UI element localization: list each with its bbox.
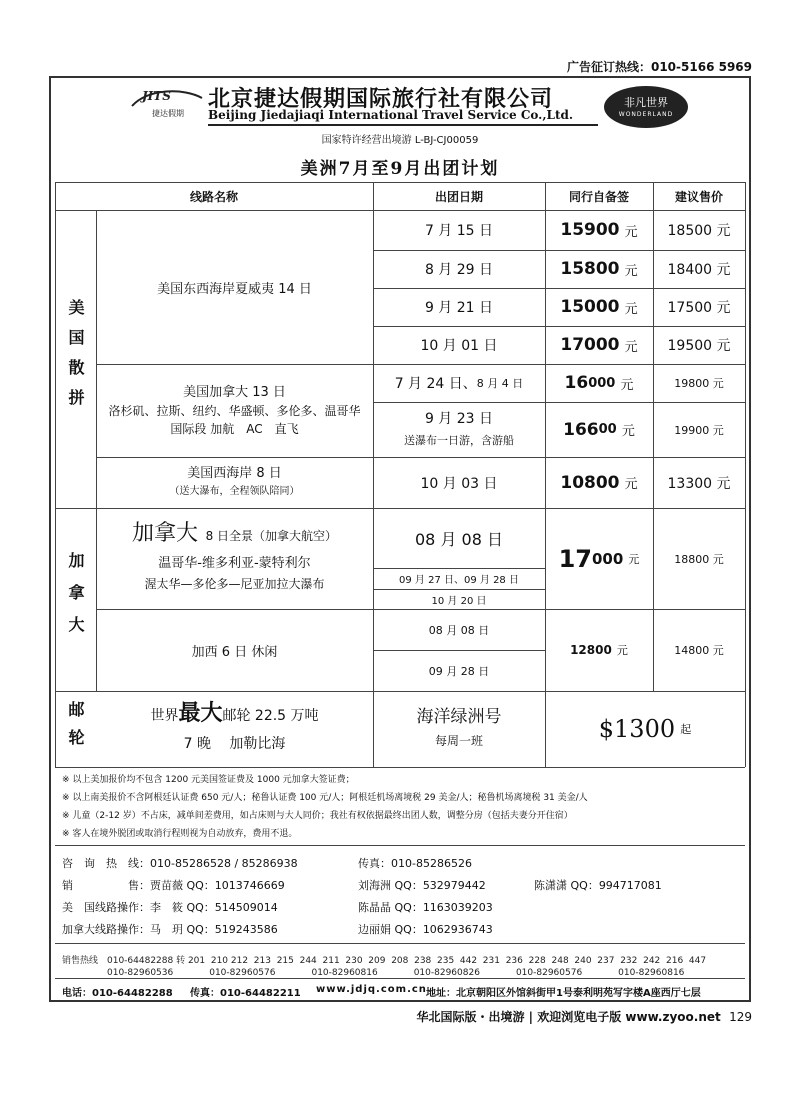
header-peer-price: 同行自备签 [568,189,629,204]
note-line: ※ 以上南美报价不含阿根廷认证费 650 元/人；秘鲁认证费 100 元/人；阿根廷机场离境税 29 美金/人；秘鲁机场离境税 31 美金/人 [62,793,588,803]
company-logo [128,86,204,122]
peer-price-minor: 000 [592,549,624,568]
logo-text: JITS [142,89,171,103]
price-unit: 元 [624,339,638,355]
peer-price: 15900 [560,220,620,240]
cruise-ship: 海洋绿洲号 [416,707,502,727]
browse-label[interactable]: 欢迎浏览电子版 www.zyoo.net [537,1010,721,1024]
peer-price-cell [545,609,653,691]
section-usa: 美国散拼 [66,299,85,419]
suggest-price: 17500 元 [667,300,731,316]
date-cell: 09 月 27 日、09 月 28 日 [399,575,519,586]
price-unit: 元 [624,263,638,279]
logo-swoosh-icon [128,86,204,122]
peer-price-cell [545,508,653,609]
peer-price-cell [545,457,653,508]
sales-hotline-line1: 销售热线 010-64482288 转 201 210 212 213 215 244 211 230 209 208 238 235 442 231 236 228 248 240 237 232 242 216 447 [62,956,707,966]
note-line: ※ 儿童（2-12 岁）不占床，减单间差费用，如占床则与大人同价；我社有权依据最终出团人数，调整分房（包括夫妻分开住宿） [62,811,573,821]
peer-price-major: 17 [558,544,592,573]
contacts-bottom-line [55,943,745,944]
cruise-line2: 7 晚 加勒比海 [183,736,286,752]
peer-price-cell [545,288,653,326]
wonderland-en: WONDERLAND [618,111,674,118]
route-cities: 温哥华-维多利亚-蒙特利尔 [158,555,311,571]
route-cities: 洛杉矶、拉斯、纽约、华盛顿、多伦多、温哥华 [108,403,361,418]
suggest-price: 18400 元 [667,262,731,278]
route-title: 美国西海岸 8 日 [187,465,282,481]
page-info [416,1008,752,1025]
cruise-price-suffix: 起 [680,723,692,736]
table-right-border [745,182,746,767]
logo-subtext: 捷达假期 [152,109,184,118]
note-line: ※ 客人在境外脱团或取消行程则视为自动放弃，费用不退。 [62,829,298,839]
license-number: 国家特许经营出境游 L-BJ-CJ00059 [321,135,479,146]
date-b: 8 月 4 日 [476,377,524,390]
us-ops-contact: 陈晶晶 QQ：1163039203 [358,901,493,914]
peer-price-cell [545,402,653,457]
wonderland-logo [604,86,688,128]
sales-hotline-line2: 010-82960536 010-82960576 010-82960816 010-82960826 010-82960576 010-82960816 [62,968,685,978]
suggest-price: 14800 元 [674,644,724,657]
cruise-ship-cell [373,691,545,767]
peer-price-major: 166 [563,419,599,440]
cruise-line1 [150,700,318,730]
route-cities: 渥太华—多伦多—尼亚加拉大瀑布 [144,576,325,591]
date-cell: 09 月 28 日 [428,664,490,678]
peer-price-minor: 000 [588,375,616,391]
footer-fax: 传真：010-64482211 [190,988,301,999]
suggest-price: 18500 元 [667,223,731,239]
hotline-bottom-line [55,978,745,979]
peer-price: 12800 [570,643,612,657]
price-unit: 元 [616,644,628,657]
route-title: 加拿大 [131,520,198,546]
company-name-cn: 北京捷达假期国际旅行社有限公司 [208,87,554,112]
header-suggest-price: 建议售价 [674,189,723,204]
peer-price-cell [545,250,653,288]
sales-contact: 刘海洲 QQ：532979442 [358,879,486,892]
date-a: 7 月 24 日、 [394,376,477,392]
date-cell [373,364,545,402]
header-date: 出团日期 [434,189,483,204]
peer-price-cell [545,210,653,250]
route-cruise [96,691,373,767]
ad-hotline: 广告征订热线：010-5166 5969 [566,60,752,74]
date-cell: 10 月 03 日 [420,475,498,492]
price-unit: 元 [624,224,638,240]
route-canada-full [96,508,373,609]
date-cell: 9 月 21 日 [424,300,494,316]
cruise-price-cell [545,691,745,767]
date-cell: 10 月 20 日 [431,595,487,607]
cruise-biggest: 最大 [178,701,223,726]
date-cell: 08 月 08 日 [415,529,503,549]
footer-address: 地址：北京朝阳区外馆斜街甲1号泰利明苑写字楼A座西厅七层 [426,988,701,999]
note-line: ※ 以上美加报价均不包含 1200 元美国签证费及 1000 元加拿大签证费； [62,775,355,785]
peer-price-cell [545,326,653,364]
peer-price-cell [545,364,653,402]
date-cell: 8 月 29 日 [424,262,494,278]
header-route: 线路名称 [189,189,238,204]
date-cell: 10 月 01 日 [420,338,498,354]
date-cell: 7 月 15 日 [424,223,494,239]
consult-hotline: 咨 询 热 线：010-85286528 / 85286938 [62,857,298,870]
price-unit: 元 [621,424,635,439]
date-text: 9 月 23 日 [424,410,494,427]
table-bottom-line [55,767,745,768]
price-unit: 元 [628,552,640,566]
consult-fax: 传真：010-85286526 [358,857,472,870]
cruise-schedule: 每周一班 [434,734,483,748]
route-usa-coast-hawaii: 美国东西海岸夏威夷 14 日 [157,281,312,297]
cruise-world: 世界 [150,708,179,724]
route-title-row [131,520,338,546]
route-flight: 国际段 加航 AC 直飞 [170,421,299,436]
price-unit: 元 [624,477,638,492]
cruise-tonnage: 邮轮 22.5 万吨 [222,708,319,724]
wonderland-cn: 非凡世界 [624,96,668,109]
route-title: 美国加拿大 13 日 [183,384,286,400]
peer-price: 17000 [560,335,620,355]
suggest-price: 19800 元 [674,377,724,390]
us-ops-contact: 美 国线路操作：李 筱 QQ：514509014 [62,901,278,914]
peer-price-minor: 00 [598,422,617,437]
price-unit: 元 [624,301,638,317]
cruise-price: $1300 [598,715,676,743]
route-note: （送大瀑布，全程领队陪同） [169,485,300,497]
sales-contact: 销 售：贾苗薇 QQ：1013746669 [62,879,285,892]
route-usa-canada [96,364,373,457]
route-canada-west: 加西 6 日 休闲 [191,644,278,660]
route-usa-west [96,457,373,508]
peer-price: 15000 [560,297,620,317]
date-cell [373,402,545,457]
date-note: 送瀑布一日游，含游船 [404,433,514,447]
suggest-price: 19500 元 [667,338,731,354]
price-unit: 元 [620,377,634,393]
peer-price: 15800 [560,259,620,279]
page-number: 129 [729,1010,752,1024]
suggest-price: 13300 元 [667,475,731,492]
section-cruise: 邮轮 [66,701,85,757]
section-canada: 加拿大 [66,551,85,648]
separator: | [528,1010,534,1024]
date-cell: 08 月 08 日 [428,623,490,637]
footer-website[interactable]: www.jdjq.com.cn [316,984,427,995]
ca-ops-contact: 边丽娟 QQ：1062936743 [358,923,493,936]
suggest-price: 18800 元 [674,552,724,566]
peer-price: 10800 [560,472,620,493]
notes-bottom-line [55,845,745,846]
company-name-en: Beijing Jiedajiaqi International Travel Service Co.,Ltd. [208,108,574,122]
peer-price-major: 16 [564,373,589,393]
name-underline [208,124,598,126]
ca-ops-contact: 加拿大线路操作：马 玥 QQ：519243586 [62,923,278,936]
route-subtitle: 8 日全景（加拿大航空） [205,528,338,543]
suggest-price: 19900 元 [674,423,724,437]
plan-title: 美洲7月至9月出团计划 [300,159,500,179]
edition-label: 华北国际版・出境游 [416,1010,525,1024]
sales-contact: 陈潇潇 QQ：994717081 [534,879,662,892]
footer-tel: 电话：010-64482288 [62,988,173,999]
